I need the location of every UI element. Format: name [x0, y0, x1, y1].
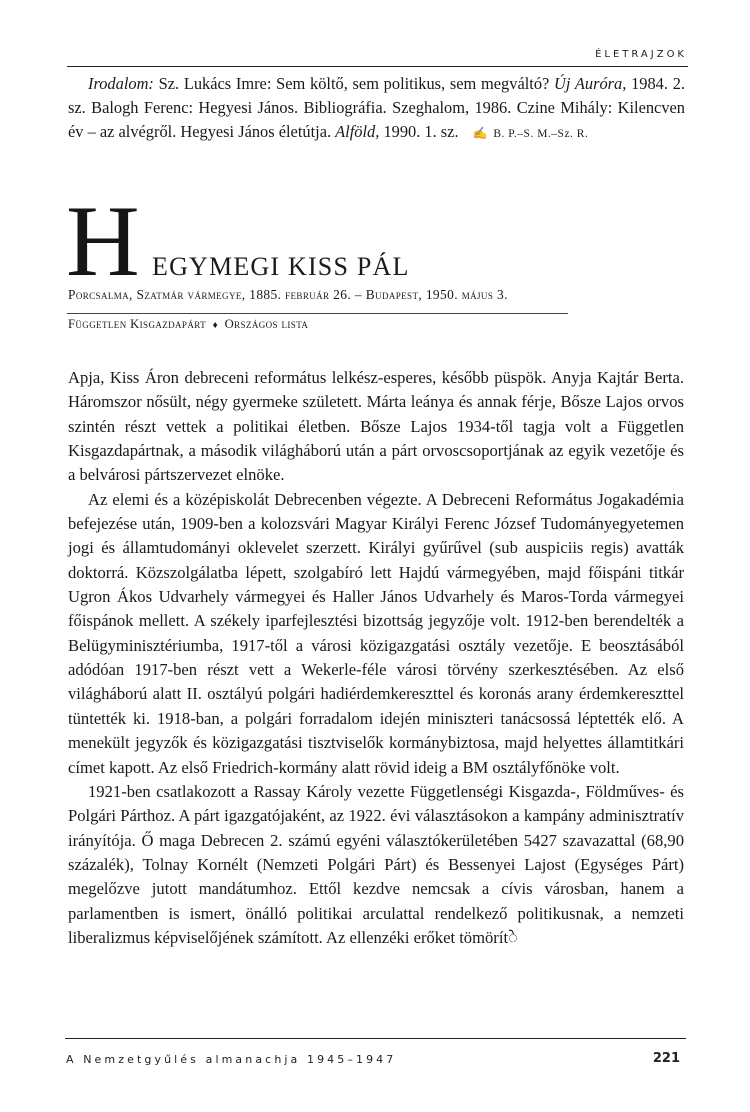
journal-title-1: Új Auróra, [554, 74, 627, 93]
bibliography-label: Irodalom: [88, 74, 154, 93]
author-credit [473, 128, 589, 140]
paragraph: 1921-ben csatlakozott a Rassay Károly vezette Függetlenségi Kisgazda-, Földműves- és Polgári Párthoz. A párt igazgatójaként, az 1922. évi választásokon a kampány adminisztratív irányítója. Ő maga Debrecen 2. számú egyéni választókerületében 5427 szavazattal (68,90 százalék), Tolnay Kornélt (Nemzeti Polgári Párt) és Bessenyei Lajost (Egységes Párt) megelőzve jutott mandátumhoz. Ettől kezdve nemcsak a cívis városban, hanem a parlamentben is ismert, önálló politikai arculattal rendelkező politikusnak, a nemzeti liberalizmus képviselőjének számított. Az ellenzéki erőket tömörítे [68, 781, 684, 947]
bibliography-text-3: 1990. 1. sz. [379, 122, 459, 141]
bibliography-text-1: Sz. Lukács Imre: Sem költő, sem politikus, sem megváltó? [153, 74, 555, 93]
paragraph: Az elemi és a középiskolát Debrecenben végezte. A Debreceni Református Jogakadémia befejezése után, 1909-ben a kolozsvári Magyar Királyi Ferenc József Tudományegyetemen jogi és államtudományi oklevelet szerzett. Királyi gyűrűvel (sub auspiciis regis) avatták doktorrá. Közszolgálatba lépett, szolgabíró lett Hajdú vármegyében, majd főispáni titkár Ugron Ákos Udvarhely vármegyei és Haller János Udvarhely és Maros-Torda vármegyei főispánok mellett. A székely iparfejlesztési bizottság jegyzője volt. 1912-ben berendelték a Belügyminisztériumba, 1917-től a városi közigazgatási osztály vezetője. E beosztásából adódóan 1917-ben részt vett a Wekerle-féle városi törvény szerkesztésében. Az első világháború alatt II. osztályú polgári hadiérdemkereszttel és koronás arany érdemkereszttel tüntették ki. 1918-ban, a polgári forradalom idején miniszteri tanácsossá léptették elő. A menekült jegyzők és közigazgatási tisztviselők kormánybiztosa, majd helyettes államtitkári címet kapott. Az első Friedrich-kormány alatt rövid ideig a BM osztályfőnöke volt. [68, 489, 684, 777]
subtitle-rule [67, 313, 568, 314]
party-affiliation [68, 317, 308, 332]
header-rule [67, 66, 688, 67]
writing-hand-icon: ✍ [472, 126, 489, 140]
birth-death-line: Porcsalma, Szatmár vármegye, 1885. február 26. – Budapest, 1950. május 3. [68, 287, 508, 302]
page-number: 221 [652, 1051, 680, 1066]
party-name: Független Kisgazdapárt [68, 317, 206, 331]
running-header: ÉLETRAJZOK [595, 49, 687, 60]
journal-title-2: Alföld, [335, 122, 380, 141]
bibliography-text-2: 1984. 2. sz. Balogh Ferenc: Hegyesi János. Bibliográfia. Szeghalom, 1986. Czine Mihály: Kilencven év – az alvégről. Hegyesi János életútja. [68, 74, 685, 141]
footer-rule [65, 1038, 686, 1039]
running-footer: A Nemzetgyűlés almanachja 1945–1947 [66, 1053, 397, 1066]
drop-cap: H [66, 185, 140, 298]
author-initials: B. P.–S. M.–Sz. R. [493, 128, 589, 140]
list-name: Országos lista [224, 317, 309, 331]
biography-body [68, 366, 684, 950]
diamond-separator-icon: ♦ [212, 320, 219, 331]
paragraph: Apja, Kiss Áron debreceni református lelkész-esperes, később püspök. Anyja Kajtár Berta. Háromszor nősült, négy gyermeke született. Márta leánya és annak férje, Bősze Lajos orvos szintén részt vettek a politikai életben. Bősze Lajos 1934-től tagja volt a Független Kisgazdapártnak, a második világháború után a párt orvoscsoportjának az egyik vezetője és a belvárosi pártszervezet elnöke. [68, 368, 684, 485]
bibliography-block [68, 72, 685, 146]
entry-title: EGYMEGI KISS PÁL [152, 252, 410, 281]
